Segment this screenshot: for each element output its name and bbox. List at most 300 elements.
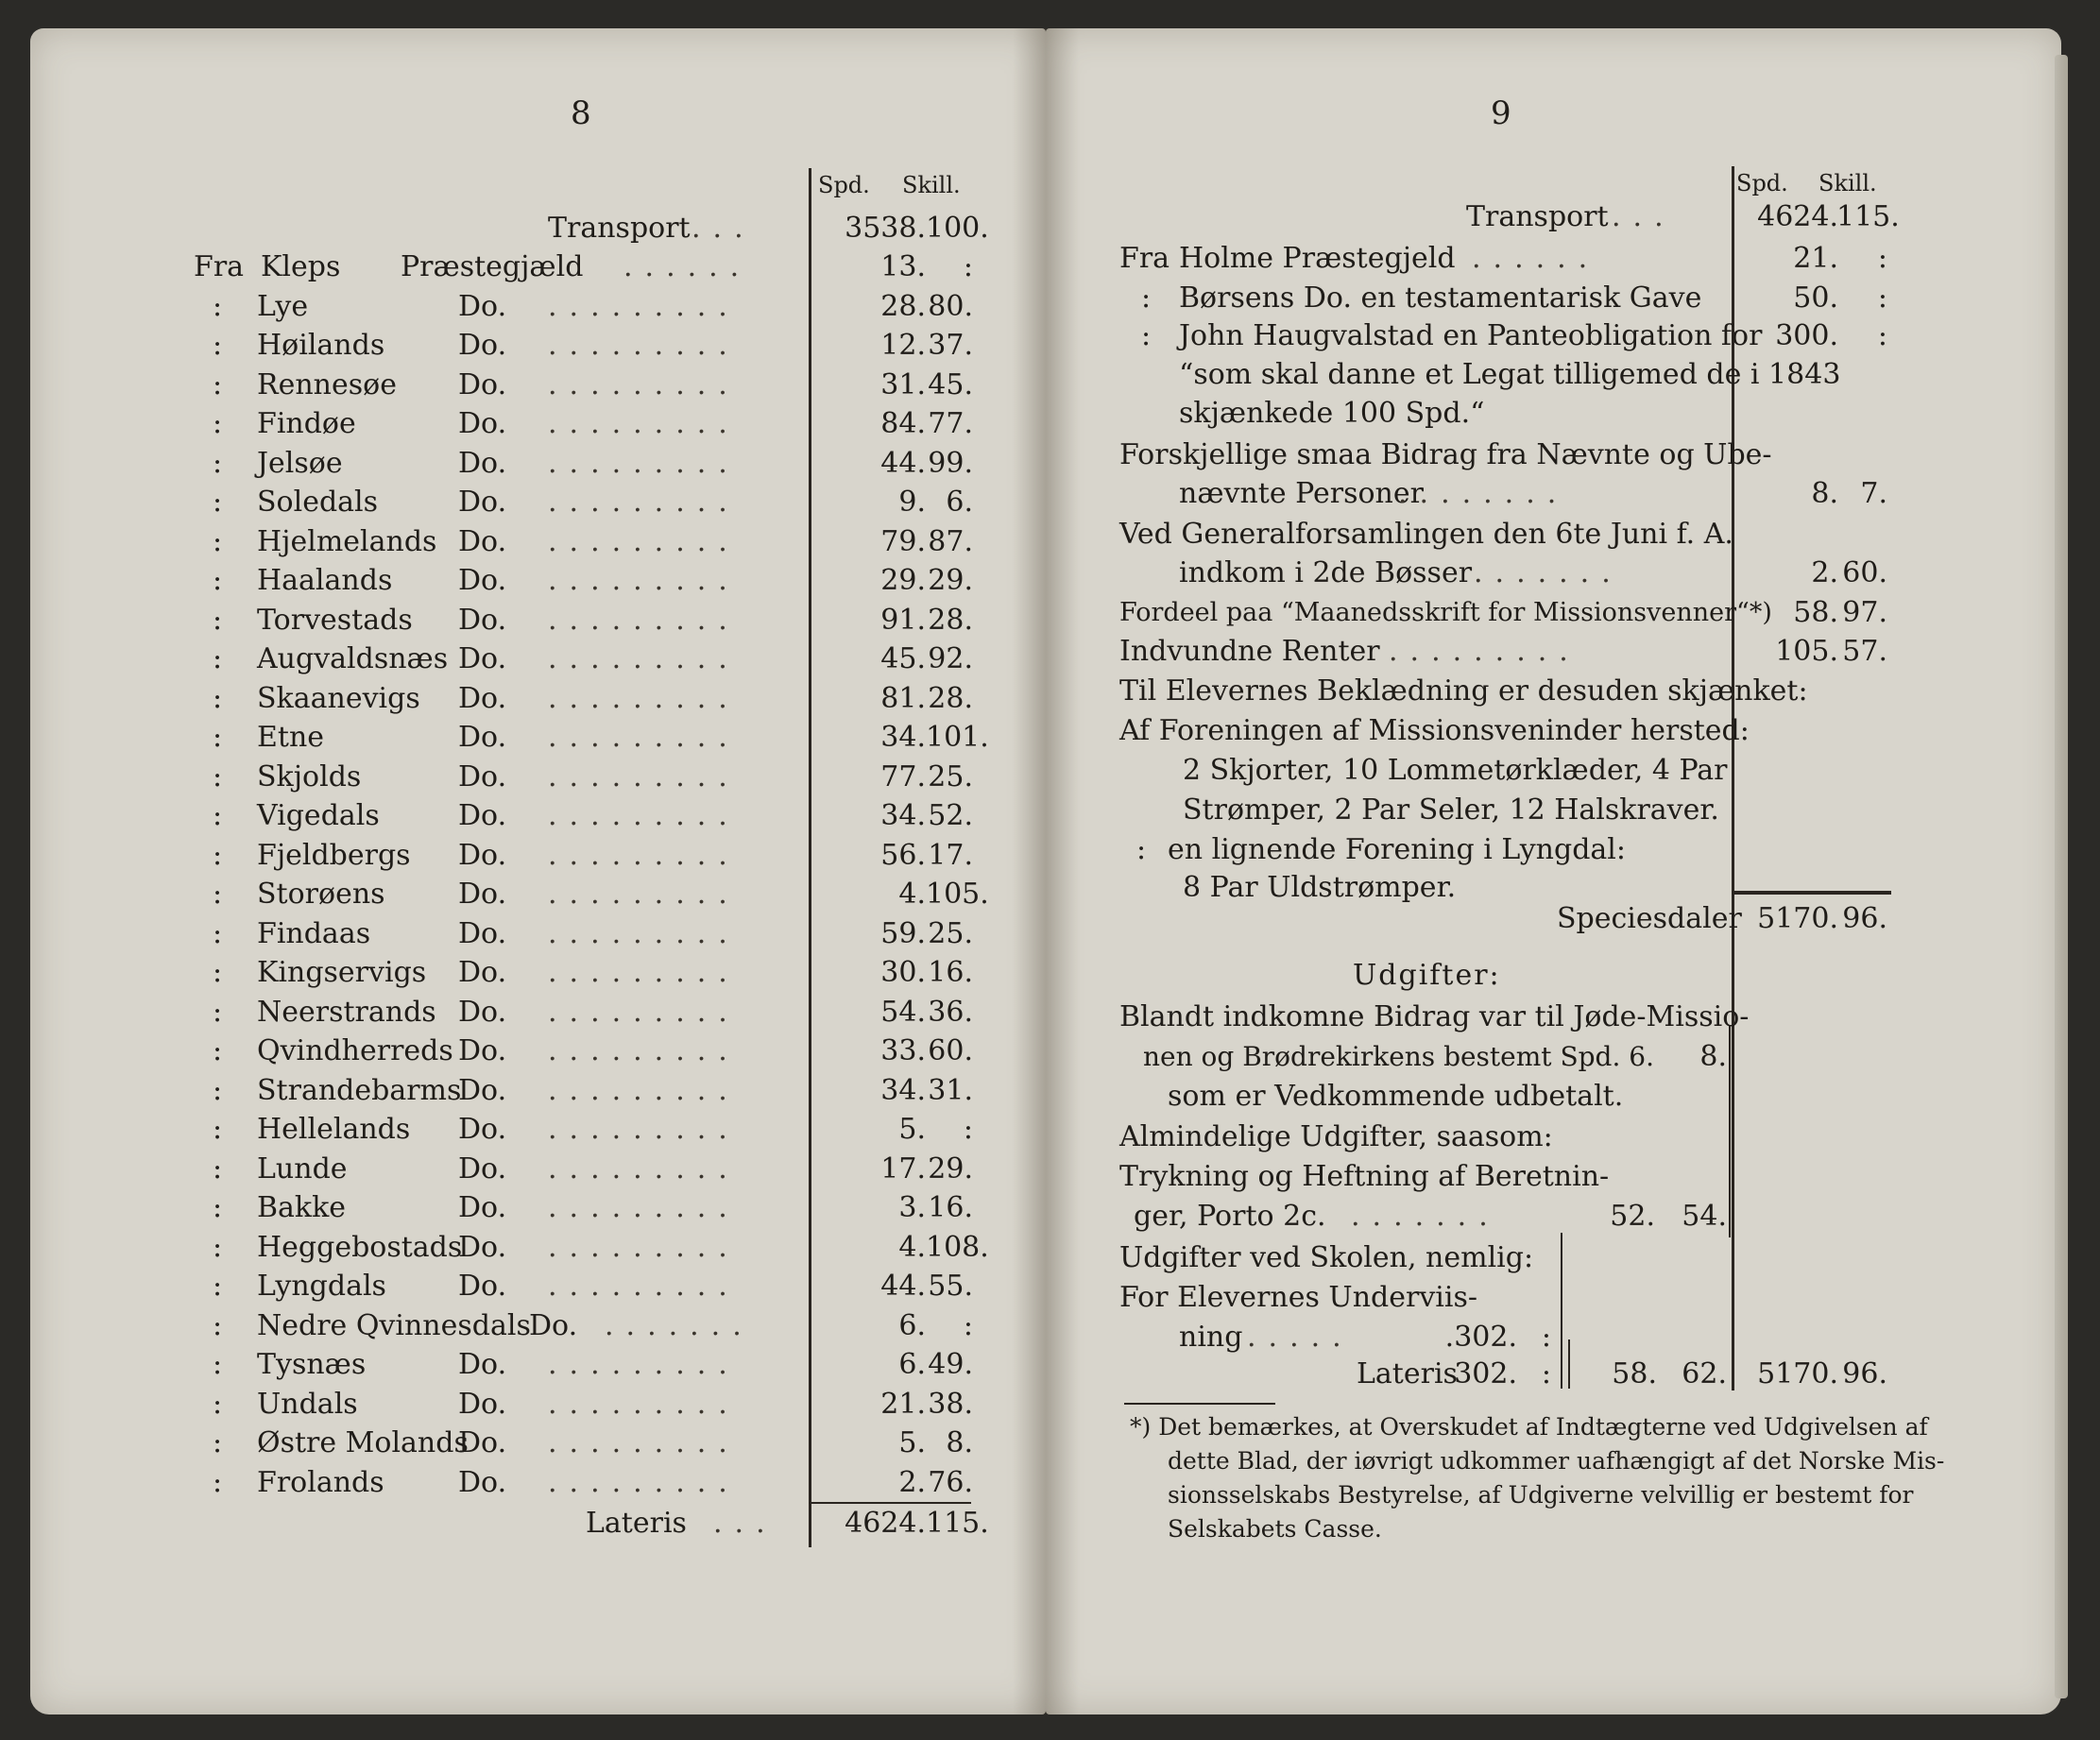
john-skill: : <box>1877 319 1887 352</box>
ditto-mark: : <box>213 760 223 793</box>
fra-label: Fra <box>194 250 245 283</box>
ning-line: ning <box>1179 1321 1243 1354</box>
parish-name: Skjolds <box>257 760 362 793</box>
blandt-line-3: som er Vedkommende udbetalt. <box>1168 1080 1624 1113</box>
spd-value: 79. <box>880 525 926 558</box>
parish-name: Qvindherreds <box>257 1034 453 1067</box>
parish-name: Soledals <box>257 486 379 519</box>
spd-value: 4. <box>898 878 926 911</box>
parish-name: Jelsøe <box>257 447 343 480</box>
leader-dots: ....... <box>605 1309 754 1342</box>
spd-value: 13. <box>880 250 926 283</box>
leader-dots: ......... <box>548 878 740 911</box>
af-line-2: 2 Skjorter, 10 Lommetørklæder, 4 Par <box>1183 754 1728 787</box>
skill-value: 38. <box>928 1388 973 1421</box>
parish-suffix: Do. <box>458 721 507 754</box>
transport-row-left: Transport ... 3538. 100. <box>19 210 992 247</box>
leader-dots: ......... <box>548 1231 740 1264</box>
renter-skill: 57. <box>1842 635 1887 668</box>
parish-suffix: Do. <box>458 642 507 675</box>
ditto-mark: : <box>213 1348 223 1381</box>
leader-dots: ......... <box>548 486 740 519</box>
ditto-mark: : <box>213 839 223 872</box>
skill-value: : <box>963 1309 973 1342</box>
leader-dots: ......... <box>548 447 740 480</box>
footnote-line-2: dette Blad, der iøvrigt udkommer uafhængigt af det Norske Mis- <box>1168 1447 1945 1475</box>
blandt-line-1: Blandt indkomne Bidrag var til Jøde-Missio- <box>1119 1000 1750 1033</box>
parish-suffix: Do. <box>458 1191 507 1224</box>
parish-suffix: Do. <box>458 368 507 401</box>
col-header-skill-left: Skill. <box>902 172 961 198</box>
skill-value: 55. <box>928 1270 973 1303</box>
skill-value: 101. <box>926 721 989 754</box>
skill-value: 31. <box>928 1074 973 1107</box>
skill-value: 92. <box>928 642 973 675</box>
lateris-b: : <box>1541 1357 1551 1390</box>
spd-value: 59. <box>880 917 926 950</box>
fordeel-skill: 97. <box>1842 596 1887 629</box>
footnote-line-4: Selskabets Casse. <box>1168 1515 1382 1543</box>
ledger-row <box>19 562 992 600</box>
parish-name: Strandebarms <box>257 1074 462 1107</box>
ledger-row <box>19 1189 992 1227</box>
skill-value: 28. <box>928 682 973 715</box>
ditto-mark: : <box>213 447 223 480</box>
spd-value: 33. <box>880 1034 926 1067</box>
renter-spd: 105. <box>1775 635 1838 668</box>
parish-name: Hjelmelands <box>257 525 437 558</box>
en-line-2: 8 Par Uldstrømper. <box>1183 871 1457 904</box>
spd-value: 30. <box>880 956 926 989</box>
parish-name: Undals <box>257 1388 358 1421</box>
leader-dots: ......... <box>548 525 740 558</box>
parish-suffix: Do. <box>529 1309 578 1342</box>
lateris-c: 58. <box>1612 1357 1657 1390</box>
spd-value: 28. <box>880 290 926 323</box>
ledger-row <box>19 1424 992 1462</box>
spd-value: 34. <box>880 721 926 754</box>
holme-line: Holme Præstegjeld <box>1179 242 1456 275</box>
skill-value: 87. <box>928 525 973 558</box>
spd-value: 5. <box>898 1113 926 1146</box>
spd-value: 3. <box>898 1191 926 1224</box>
parish-name: Høilands <box>257 329 385 362</box>
transport-label: Transport <box>548 212 691 245</box>
parish-name: Hellelands <box>257 1113 411 1146</box>
ditto-borsens: : <box>1141 281 1152 315</box>
ditto-mark: : <box>213 290 223 323</box>
spd-value: 44. <box>880 1270 926 1303</box>
ledger-row <box>19 248 992 286</box>
parish-suffix: Do. <box>458 1466 507 1499</box>
ledger-row <box>19 1268 992 1305</box>
spd-value: 91. <box>880 604 926 637</box>
spd-value: 56. <box>880 839 926 872</box>
ledger-row <box>19 405 992 443</box>
spd-value: 4. <box>898 1231 926 1264</box>
parish-name: Tysnæs <box>257 1348 367 1381</box>
ditto-mark: : <box>213 1309 223 1342</box>
leader-dots: ......... <box>548 917 740 950</box>
parish-suffix: Do. <box>458 447 507 480</box>
holme-skill: : <box>1877 242 1887 275</box>
ledger-row <box>19 1111 992 1149</box>
parish-suffix: Do. <box>458 1074 507 1107</box>
ledger-row <box>19 954 992 992</box>
ledger-row <box>19 1072 992 1110</box>
leader-dots: ......... <box>548 1191 740 1224</box>
skill-value: 108. <box>926 1231 989 1264</box>
parish-suffix: Do. <box>458 1113 507 1146</box>
tryk-line-2: ger, Porto 2c. <box>1134 1200 1326 1233</box>
for-elev-line: For Elevernes Underviis- <box>1119 1281 1477 1314</box>
leader-dots: ......... <box>548 682 740 715</box>
til-line: Til Elevernes Beklædning er desuden skjænket: <box>1119 674 1808 708</box>
ditto-mark: : <box>213 878 223 911</box>
leader-dots: ......... <box>548 1466 740 1499</box>
spd-value: 2. <box>898 1466 926 1499</box>
parish-name: Fjeldbergs <box>257 839 411 872</box>
ditto-mark: : <box>213 564 223 597</box>
leader-dots: ......... <box>548 839 740 872</box>
lateris-label-left: Lateris <box>586 1507 687 1540</box>
lateris-spd-left: 4624. <box>845 1507 926 1540</box>
leader-dots: ......... <box>548 956 740 989</box>
skill-value: 25. <box>928 760 973 793</box>
leader-dots: ......... <box>548 564 740 597</box>
skill-value: 28. <box>928 604 973 637</box>
leader-dots: ......... <box>548 642 740 675</box>
lateris-skill-left: 115. <box>926 1507 989 1540</box>
parish-name: Findaas <box>257 917 371 950</box>
ditto-mark: : <box>213 917 223 950</box>
skill-value: 37. <box>928 329 973 362</box>
parish-suffix: Do. <box>458 996 507 1029</box>
parish-name: Vigedals <box>257 799 380 832</box>
af-line-3: Strømper, 2 Par Seler, 12 Halskraver. <box>1183 793 1719 827</box>
ved-spd: 2. <box>1811 556 1838 589</box>
parish-suffix: Do. <box>458 604 507 637</box>
footnote-line-1: *) Det bemærkes, at Overskudet af Indtægterne ved Udgivelsen af <box>1130 1413 1928 1441</box>
skill-value: : <box>963 1113 973 1146</box>
parish-name: Lye <box>257 290 309 323</box>
ledger-row <box>19 445 992 483</box>
skill-value: 17. <box>928 839 973 872</box>
udgifter-heading: Udgifter: <box>1353 959 1501 992</box>
skill-value: 16. <box>928 1191 973 1224</box>
parish-suffix: Do. <box>458 1152 507 1186</box>
skill-value: 45. <box>928 368 973 401</box>
footnote-rule <box>1124 1403 1275 1405</box>
parish-suffix: Do. <box>458 1426 507 1459</box>
ledger-row <box>19 1032 992 1070</box>
parish-name: Neerstrands <box>257 996 436 1029</box>
forsk-skill: 7. <box>1860 477 1887 510</box>
species-spd: 5170. <box>1757 902 1838 935</box>
col-header-skill-right: Skill. <box>1818 170 1877 196</box>
parish-name: Nedre Qvinnesdals <box>257 1309 531 1342</box>
skill-value: 60. <box>928 1034 973 1067</box>
alm-line: Almindelige Udgifter, saasom: <box>1119 1120 1553 1153</box>
skill-value: 6. <box>946 486 973 519</box>
ledger-row <box>19 797 992 835</box>
transport-spd: 3538. <box>845 212 926 245</box>
skill-value: 49. <box>928 1348 973 1381</box>
footnote-line-3: sionsselskabs Bestyrelse, af Udgiverne velvillig er bestemt for <box>1168 1481 1914 1509</box>
parish-name: Kingservigs <box>257 956 427 989</box>
leader-dots: ......... <box>548 290 740 323</box>
ledger-row <box>19 837 992 875</box>
parish-name: Augvaldsnæs <box>257 642 449 675</box>
ditto-mark: : <box>213 368 223 401</box>
parish-name: Torvestads <box>257 604 413 637</box>
ditto-mark: : <box>213 1191 223 1224</box>
ditto-en: : <box>1136 833 1147 866</box>
leader-dots: ......... <box>548 1034 740 1067</box>
col-header-spd-left: Spd. <box>818 172 870 198</box>
tryk-spd: 52. <box>1610 1200 1655 1233</box>
parish-suffix: Do. <box>458 564 507 597</box>
ledger-row <box>19 759 992 796</box>
ledger-row <box>19 367 992 404</box>
ledger-row <box>19 876 992 913</box>
fordeel-spd: 58. <box>1793 596 1838 629</box>
parish-name: Storøens <box>257 878 385 911</box>
spd-value: 9. <box>898 486 926 519</box>
skill-value: 80. <box>928 290 973 323</box>
ledger-row <box>19 1386 992 1424</box>
parish-suffix: Do. <box>458 1388 507 1421</box>
fordeel-line: Fordeel paa “Maanedsskrift for Missionsvenner“*) <box>1119 598 1772 627</box>
parish-suffix: Do. <box>458 839 507 872</box>
spd-value: 6. <box>898 1348 926 1381</box>
parish-suffix: Do. <box>458 1270 507 1303</box>
parish-suffix: Do. <box>458 407 507 440</box>
parish-suffix: Do. <box>458 956 507 989</box>
spd-value: 44. <box>880 447 926 480</box>
tryk-skill: 54. <box>1682 1200 1727 1233</box>
lateris-spd-right: 5170. <box>1757 1357 1838 1390</box>
ledger-row <box>19 994 992 1032</box>
ved-line-1: Ved Generalforsamlingen den 6te Juni f. A. <box>1119 518 1733 551</box>
leader-dots: ......... <box>548 1388 740 1421</box>
parish-suffix: Do. <box>458 878 507 911</box>
parish-name: Findøe <box>257 407 356 440</box>
spd-value: 45. <box>880 642 926 675</box>
ledger-row <box>19 1464 992 1502</box>
expense-col-rule-b <box>1568 1339 1570 1389</box>
species-rule <box>1734 891 1891 895</box>
ditto-mark: : <box>213 604 223 637</box>
holme-spd: 21. <box>1793 242 1838 275</box>
leader-dots: ......... <box>548 1152 740 1186</box>
skill-value: 25. <box>928 917 973 950</box>
parish-name: Kleps <box>261 250 341 283</box>
col-header-spd-right: Spd. <box>1736 170 1788 196</box>
parish-name: Lunde <box>257 1152 348 1186</box>
ditto-mark: : <box>213 956 223 989</box>
spd-value: 77. <box>880 760 926 793</box>
ledger-row <box>19 680 992 718</box>
transport-label-right: Transport <box>1466 200 1609 233</box>
spd-value: 17. <box>880 1152 926 1186</box>
lateris-skill-right: 96. <box>1842 1357 1887 1390</box>
ledger-row <box>19 1151 992 1188</box>
leader-dots: ......... <box>548 1074 740 1107</box>
ditto-mark: : <box>213 996 223 1029</box>
transport-skill: 100. <box>926 212 989 245</box>
ditto-mark: : <box>213 1074 223 1107</box>
parish-name: Lyngdals <box>257 1270 386 1303</box>
transport-skill-right: 115. <box>1836 200 1900 233</box>
en-line: en lignende Forening i Lyngdal: <box>1168 833 1626 866</box>
ditto-mark: : <box>213 329 223 362</box>
ditto-mark: : <box>213 682 223 715</box>
john-line-3: skjænkede 100 Spd.“ <box>1179 397 1485 430</box>
parish-name: Frolands <box>257 1466 384 1499</box>
skill-value: 16. <box>928 956 973 989</box>
parish-name: Skaanevigs <box>257 682 420 715</box>
john-line-1: John Haugvalstad en Panteobligation for <box>1179 319 1763 352</box>
ditto-mark: : <box>213 525 223 558</box>
expense-col-rule-a <box>1561 1233 1562 1389</box>
forsk-line-1: Forskjellige smaa Bidrag fra Nævnte og Ube- <box>1119 438 1772 471</box>
leader-dots: ......... <box>548 1348 740 1381</box>
parish-suffix: Do. <box>458 1034 507 1067</box>
page-edge <box>2055 55 2068 1698</box>
transport-spd-right: 4624. <box>1757 200 1838 233</box>
ledger-row <box>19 288 992 326</box>
ledger-row <box>19 1346 992 1384</box>
page-number-left: 8 <box>571 94 591 132</box>
udg-skolen-line: Udgifter ved Skolen, nemlig: <box>1119 1241 1534 1274</box>
skill-value: 29. <box>928 564 973 597</box>
skill-value: 29. <box>928 1152 973 1186</box>
book-gutter <box>1013 28 1079 1714</box>
ledger-row <box>19 523 992 561</box>
parish-name: Etne <box>257 721 325 754</box>
ditto-john: : <box>1141 319 1152 352</box>
renter-line: Indvundne Renter <box>1119 635 1380 668</box>
lateris-a: 302. <box>1454 1357 1517 1390</box>
ditto-mark: : <box>213 407 223 440</box>
borsens-spd: 50. <box>1793 281 1838 315</box>
ditto-mark: : <box>213 1231 223 1264</box>
ledger-row <box>19 484 992 521</box>
borsens-skill: : <box>1877 281 1887 315</box>
parish-suffix: Do. <box>458 917 507 950</box>
skill-value: 76. <box>928 1466 973 1499</box>
parish-suffix: Præstegjæld <box>401 250 584 283</box>
skill-value: 77. <box>928 407 973 440</box>
skill-value: 52. <box>928 799 973 832</box>
leader-dots: ......... <box>548 1113 740 1146</box>
sum-rule-left <box>811 1502 971 1504</box>
leader-dots: ......... <box>548 760 740 793</box>
parish-suffix: Do. <box>458 1231 507 1264</box>
species-label: Speciesdaler <box>1557 902 1742 935</box>
ledger-row <box>19 1229 992 1267</box>
spd-value: 6. <box>898 1309 926 1342</box>
leader-dots: ...... <box>623 250 752 283</box>
parish-name: Heggebostads <box>257 1231 463 1264</box>
ning-skill: : <box>1541 1321 1551 1354</box>
ditto-mark: : <box>213 642 223 675</box>
spd-value: 81. <box>880 682 926 715</box>
spd-value: 84. <box>880 407 926 440</box>
ved-skill: 60. <box>1842 556 1887 589</box>
ditto-mark: : <box>213 1034 223 1067</box>
ledger-row <box>19 915 992 953</box>
parish-suffix: Do. <box>458 799 507 832</box>
ditto-mark: : <box>213 799 223 832</box>
ning-spd: .302. <box>1444 1321 1517 1354</box>
parish-suffix: Do. <box>458 760 507 793</box>
ledger-row <box>19 640 992 678</box>
parish-name: Østre Molands <box>257 1426 469 1459</box>
spd-value: 29. <box>880 564 926 597</box>
parish-name: Bakke <box>257 1191 347 1224</box>
ditto-mark: : <box>213 1152 223 1186</box>
af-line: Af Foreningen af Missionsveninder hersted: <box>1119 714 1750 747</box>
blandt-skill: 8. <box>1699 1040 1727 1073</box>
ledger-row <box>19 327 992 365</box>
parish-name: Haalands <box>257 564 393 597</box>
leader-dots: ......... <box>548 407 740 440</box>
skill-value: 36. <box>928 996 973 1029</box>
spd-value: 34. <box>880 1074 926 1107</box>
spd-value: 21. <box>880 1388 926 1421</box>
john-line-2: “som skal danne et Legat tilligemed de i 1843 <box>1179 358 1841 391</box>
skill-value: 105. <box>926 878 989 911</box>
spd-value: 12. <box>880 329 926 362</box>
ditto-mark: : <box>213 1388 223 1421</box>
leader-dots: ......... <box>548 1270 740 1303</box>
tryk-line-1: Trykning og Heftning af Beretnin- <box>1119 1160 1610 1193</box>
leader-dots: ......... <box>548 368 740 401</box>
spd-value: 31. <box>880 368 926 401</box>
expense-col-rule-c <box>1729 1025 1731 1237</box>
parish-suffix: Do. <box>458 682 507 715</box>
skill-value: 99. <box>928 447 973 480</box>
spd-value: 54. <box>880 996 926 1029</box>
parish-suffix: Do. <box>458 290 507 323</box>
parish-suffix: Do. <box>458 329 507 362</box>
lateris-row-left: Lateris ... 4624. 115. <box>19 1505 992 1543</box>
john-spd: 300. <box>1775 319 1838 352</box>
forsk-line-2: nævnte Personer <box>1179 477 1424 510</box>
ditto-mark: : <box>213 1426 223 1459</box>
leader-dots: ......... <box>548 996 740 1029</box>
ditto-mark: : <box>213 1466 223 1499</box>
leader-dots: ......... <box>548 329 740 362</box>
lateris-d: 62. <box>1682 1357 1727 1390</box>
ledger-row <box>19 1307 992 1345</box>
species-skill: 96. <box>1842 902 1887 935</box>
lateris-label-right: Lateris <box>1357 1357 1458 1390</box>
skill-value: : <box>963 250 973 283</box>
blandt-line-2: nen og Brødrekirkens bestemt Spd. 6. <box>1143 1041 1654 1072</box>
ditto-mark: : <box>213 1270 223 1303</box>
skill-value: 8. <box>946 1426 973 1459</box>
parish-suffix: Do. <box>458 486 507 519</box>
ditto-mark: : <box>213 1113 223 1146</box>
ledger-row <box>19 719 992 757</box>
ledger-row <box>19 602 992 640</box>
leader-dots: ......... <box>548 799 740 832</box>
ditto-mark: : <box>213 721 223 754</box>
page-number-right: 9 <box>1491 94 1511 132</box>
